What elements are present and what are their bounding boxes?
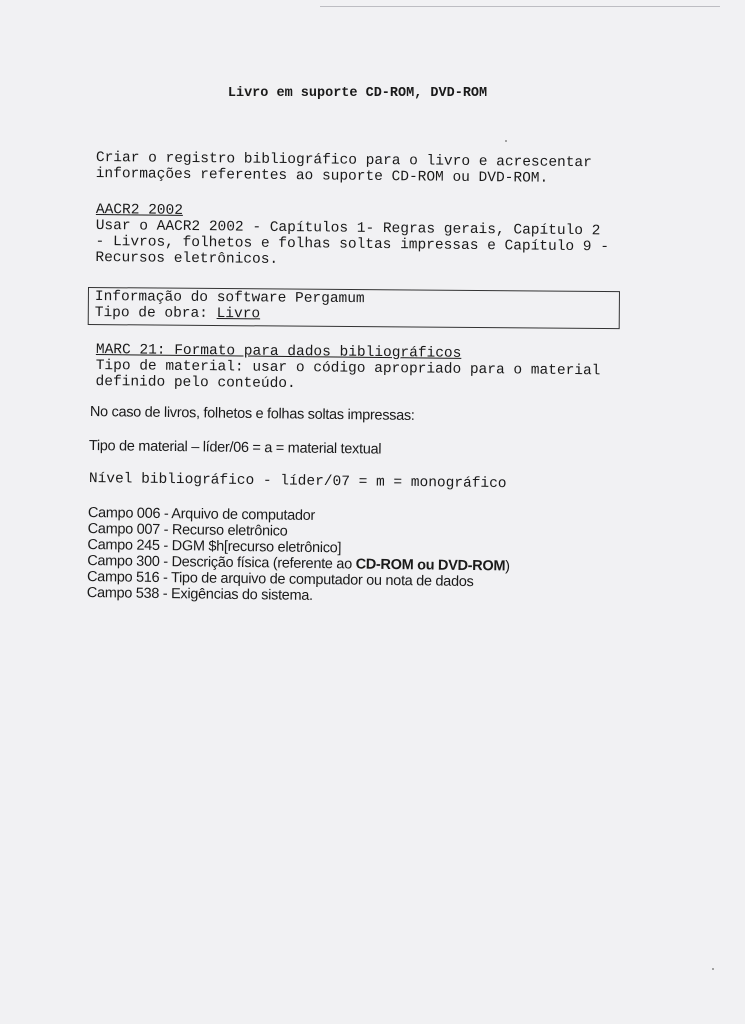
aacr-line: Recursos eletrônicos. [95, 249, 279, 268]
scan-speck [505, 140, 507, 142]
intro-paragraph [96, 150, 626, 188]
material-type-line: Tipo de material – líder/06 = a = material textual [88, 438, 382, 458]
aacr-line: Usar o AACR2 2002 - Capítulos 1- Regras gerais, Capítulo 2 [95, 217, 601, 240]
software-info-line: Informação do software Pergamum [94, 289, 365, 308]
field-item: Campo 007 - Recurso eletrônico [87, 520, 288, 540]
marc-line: Tipo de material: usar o código apropriado para o material [95, 357, 601, 380]
software-info-box [88, 287, 620, 329]
aacr-heading: AACR2 2002 [95, 202, 184, 219]
field-item: Campo 006 - Arquivo de computador [87, 505, 316, 524]
work-type-label: Tipo de obra: [94, 305, 217, 323]
field-300-suffix: ) [505, 558, 510, 575]
field-300-prefix: Campo 300 - Descrição física (referente ao [87, 552, 356, 573]
marc-line: definido pelo conteúdo. [95, 373, 296, 393]
field-item: Campo 538 - Exigências do sistema. [86, 584, 313, 604]
printed-materials-subtitle: No caso de livros, folhetos e folhas soltas impressas: [89, 404, 415, 424]
intro-line: informações referentes ao suporte CD-ROM ou DVD-ROM. [95, 165, 549, 187]
work-type-line [95, 305, 619, 325]
intro-line: Criar o registro bibliográfico para o livro e acrescentar [95, 150, 592, 172]
scan-speck [712, 968, 714, 970]
field-item: Campo 245 - DGM $h[recurso eletrônico] [87, 536, 342, 557]
page-title: Livro em suporte CD-ROM, DVD-ROM [227, 86, 488, 101]
aacr-section [95, 202, 626, 272]
marc-heading: MARC 21: Formato para dados bibliográficos [95, 342, 462, 362]
field-item: Campo 516 - Tipo de arquivo de computador ou nota de dados [86, 568, 474, 591]
marc-section [95, 342, 625, 396]
work-type-value: Livro [216, 306, 261, 323]
aacr-line: - Livros, folhetos e folhas soltas impressas e Capítulo 9 - [95, 233, 610, 256]
field-300-bold: CD-ROM ou DVD-ROM [355, 556, 506, 575]
bibliographic-level-line: Nível bibliográfico - líder/07 = m = monográfico [88, 471, 507, 493]
fields-list [87, 505, 511, 607]
scan-edge-line [320, 6, 720, 7]
